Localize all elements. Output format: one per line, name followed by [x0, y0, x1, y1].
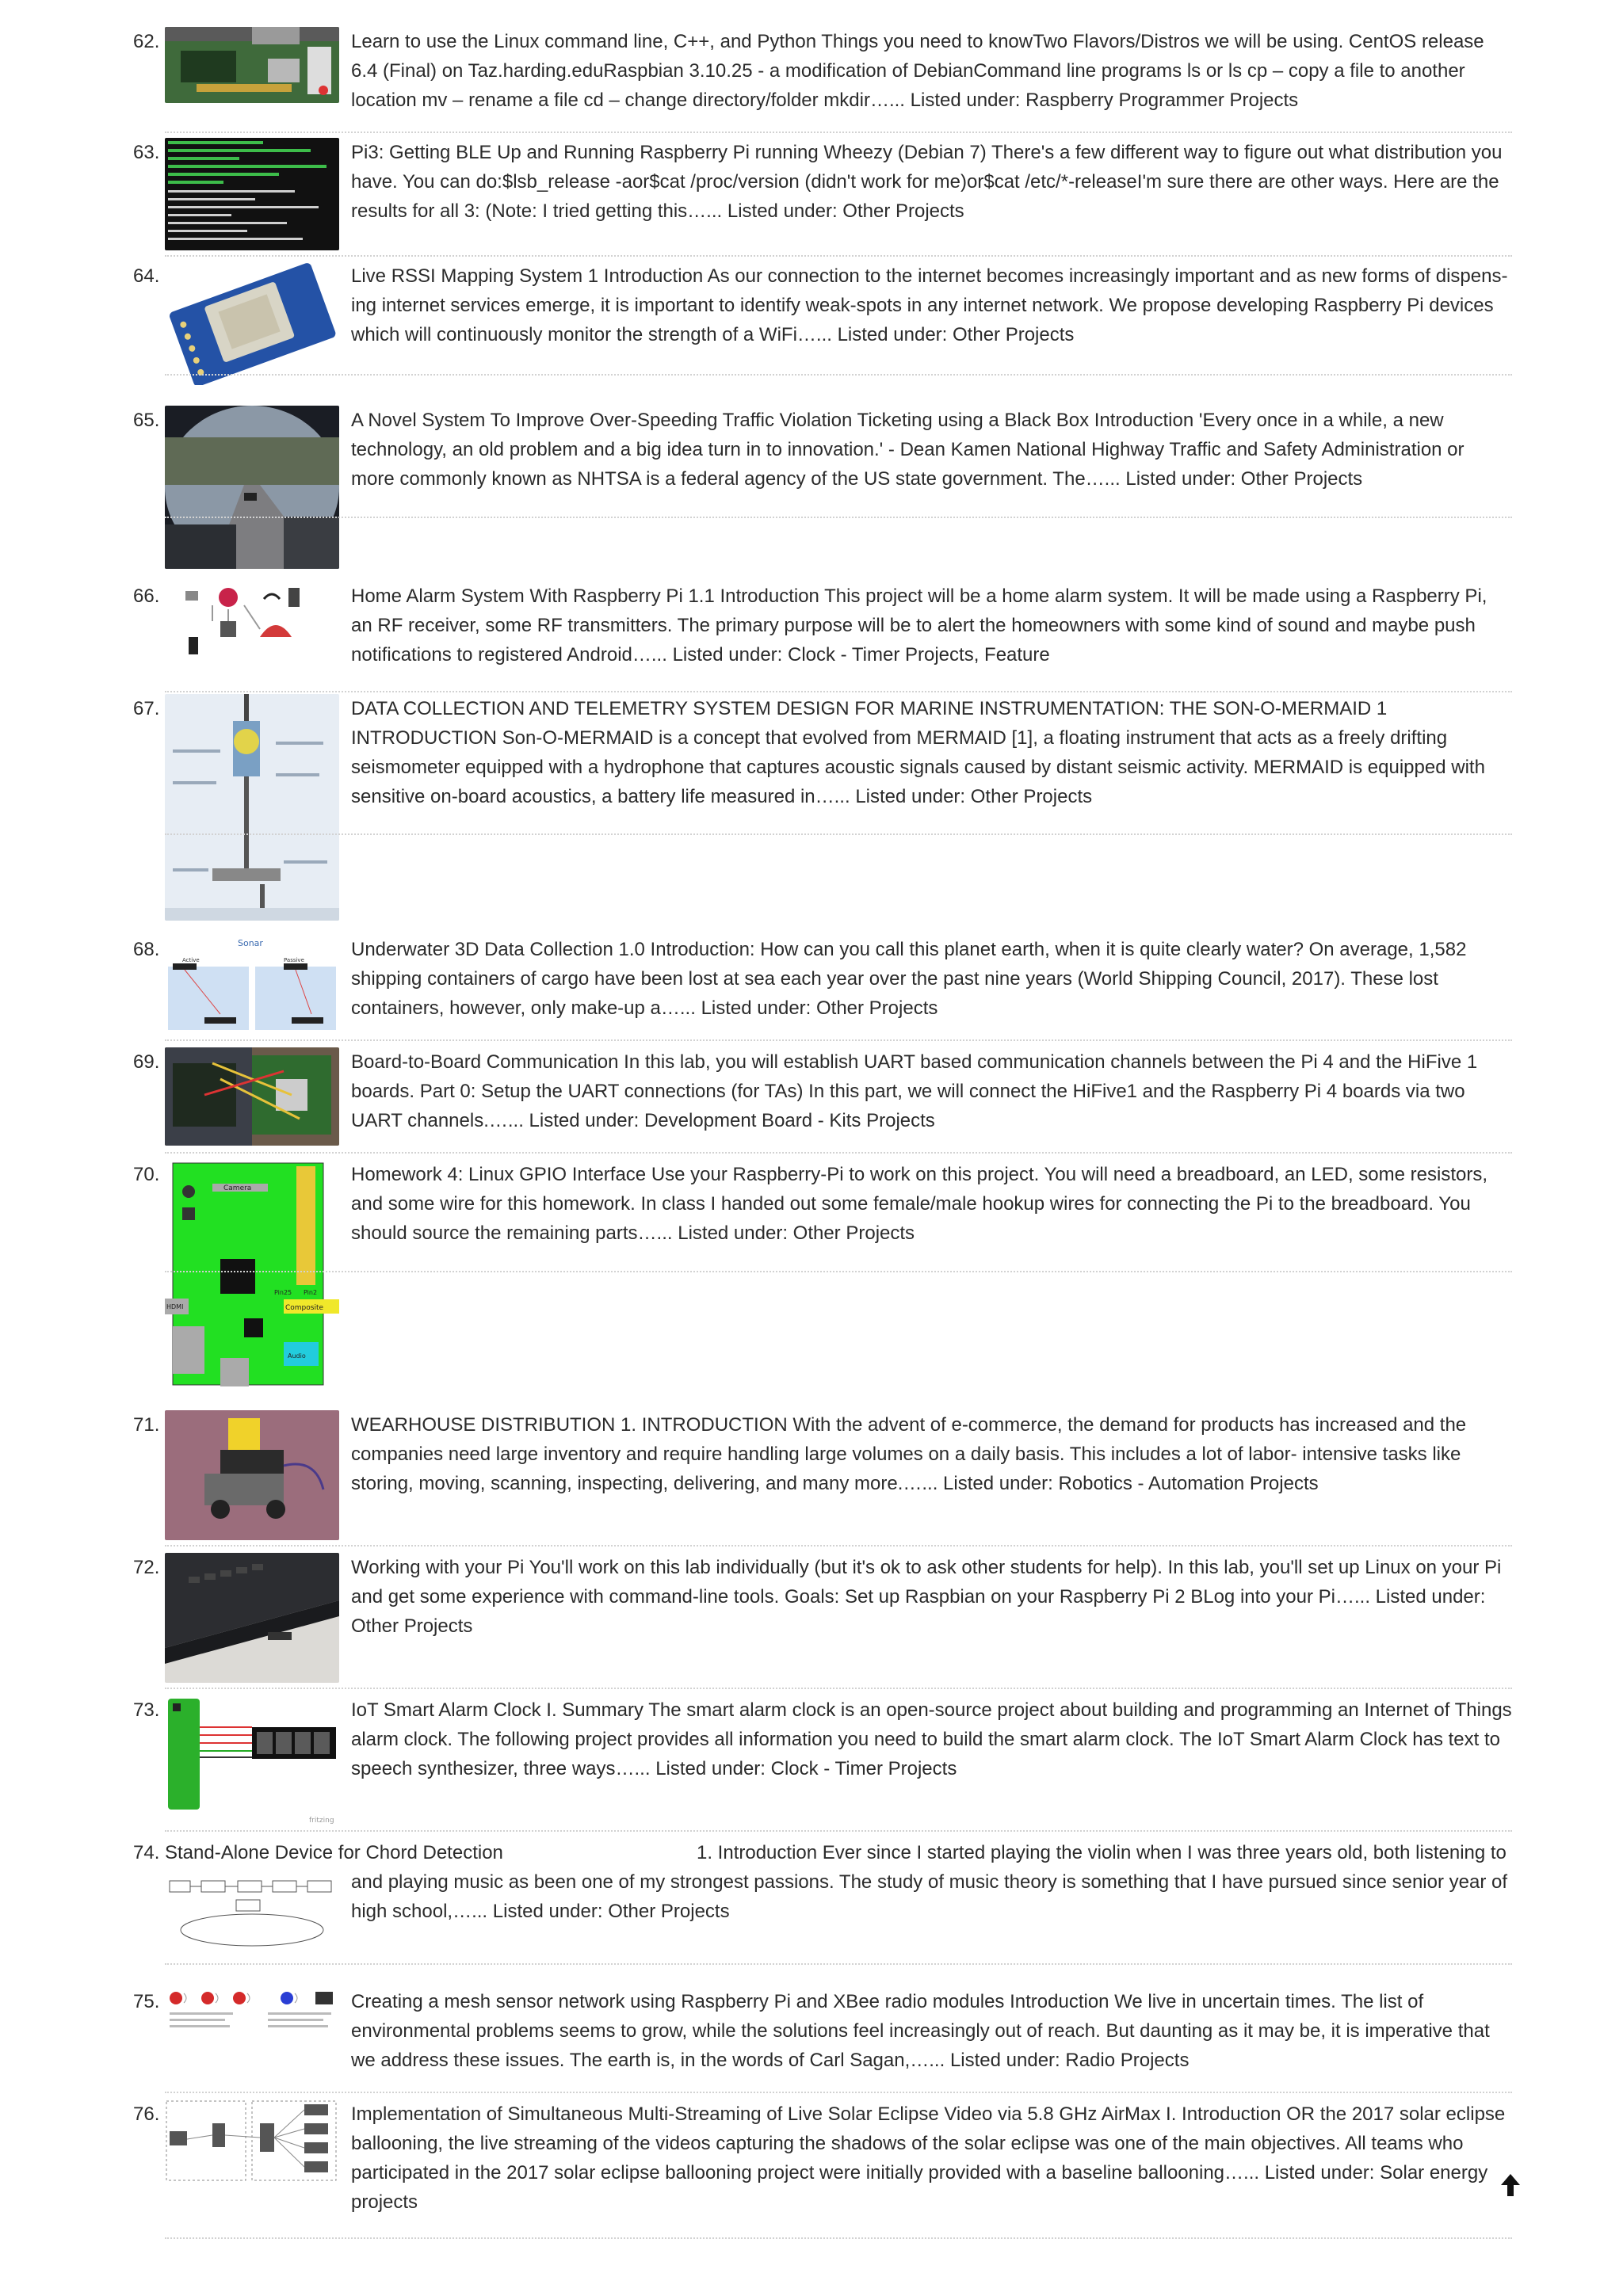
item-number: 68. — [133, 939, 160, 960]
item-link[interactable]: Creating a mesh sensor network using Raspberry Pi and XBee radio modules Introduction We live in uncertain times. The list of environmental problems seems to grow, while the solutions feel increasingly out of reach. But daunting as it may be, it is imperative that we address these issues. The earth is, in the words of Carl Sagan,…... — [351, 1991, 1490, 2071]
item-link[interactable]: 1. Introduction Ever since I started playing the violin when I was three years old, both listening to and playing music as been one of my strongest passions. The study of music theory is something that I have pursued since senior year of high school,…... — [351, 1842, 1508, 1922]
item-link[interactable]: Underwater 3D Data Collection 1.0 Introduction: How can you call this planet earth, when it is quite clearly water? On average, 1,582 shipping containers of cargo have been lost at sea each year over the past nine years (World Shipping Council, 2017). These lost containers, however, only make-up a…... — [351, 939, 1467, 1019]
divider — [165, 2092, 1512, 2093]
listed-under[interactable]: Listed under: Radio Projects — [949, 2050, 1190, 2071]
item-number: 70. — [133, 1164, 160, 1185]
item-number: 74. — [133, 1842, 160, 1863]
divider — [165, 2237, 1512, 2239]
item-number: 65. — [133, 410, 160, 431]
thumbnail-image[interactable] — [165, 694, 339, 921]
item-description — [351, 2100, 1512, 2217]
thumbnail-image[interactable] — [165, 406, 339, 569]
listed-under[interactable]: Listed under: Clock - Timer Projects, Feature — [672, 644, 1050, 666]
listed-under[interactable]: Listed under: Solar energy projects — [351, 2162, 1488, 2213]
listed-under[interactable]: Listed under: Other Projects — [855, 786, 1093, 807]
item-number: 63. — [133, 142, 160, 163]
thumbnail-image[interactable] — [165, 1160, 339, 1390]
thumbnail-image[interactable] — [165, 1553, 339, 1683]
item-description — [351, 406, 1512, 494]
divider — [165, 374, 1512, 376]
camera-label: Camera — [223, 1184, 252, 1192]
item-title[interactable]: Stand-Alone Device for Chord Detection — [165, 1842, 503, 1863]
item-description — [351, 1695, 1512, 1783]
thumbnail-image[interactable] — [165, 1987, 339, 2047]
composite-label: Composite — [285, 1304, 324, 1312]
thumbnail-image[interactable] — [165, 261, 339, 385]
item-description — [351, 1553, 1512, 1641]
item-description — [351, 1047, 1512, 1135]
item-link[interactable]: WEARHOUSE DISTRIBUTION 1. INTRODUCTION With the advent of e-commerce, the demand for products has increased and the companies need large inventory and require handling large volumes on a daily basis. This includes a lot of labor- intensive tasks like storing, moving, scanning, inspecting, delivering, and many more.…... — [351, 1414, 1467, 1494]
item-number: 66. — [133, 585, 160, 607]
item-description — [351, 694, 1512, 811]
listed-under[interactable]: Listed under: Other Projects — [1125, 468, 1363, 490]
divider — [165, 132, 1512, 133]
thumbnail-image[interactable] — [165, 138, 339, 250]
listed-under[interactable]: Listed under: Development Board - Kits Projects — [529, 1110, 935, 1131]
listed-under[interactable]: Listed under: Robotics - Automation Projects — [943, 1473, 1319, 1494]
listed-under[interactable]: Listed under: Clock - Timer Projects — [655, 1758, 957, 1779]
divider — [165, 1963, 1512, 1965]
thumbnail-image[interactable] — [165, 1875, 339, 1958]
item-number: 64. — [133, 265, 160, 287]
divider — [165, 1271, 1512, 1272]
thumbnail-image[interactable] — [165, 2100, 339, 2187]
sonar-label: Sonar — [238, 938, 263, 948]
item-description — [351, 1410, 1512, 1498]
item-link[interactable]: Homework 4: Linux GPIO Interface Use your Raspberry-Pi to work on this project. You will need a breadboard, an LED, some resistors, and some wire for this homework. In class I handed out some female/male hookup wires for connecting the Pi to the breadboard. You should source the remaining parts…... — [351, 1164, 1487, 1244]
item-description — [351, 261, 1512, 349]
listed-under[interactable]: Listed under: Other Projects — [727, 200, 964, 222]
item-link[interactable]: Home Alarm System With Raspberry Pi 1.1 Introduction This project will be a home alarm system. It will be made using a Raspberry Pi, an RF receiver, some RF transmitters. The primary purpose will be to alert the homeowners with some kind of sound and maybe push notifications to registered Android…... — [351, 585, 1487, 666]
item-description — [351, 1160, 1512, 1248]
item-link[interactable]: Learn to use the Linux command line, C++, and Python Things you need to knowTwo Flavors/Distros we will be using. CentOS release 6.4 (Final) on Taz.harding.eduRaspbian 3.10.25 - a modification of DebianCommand line programs ls or ls cp – copy a file to another location mv – rename a file cd – change directory/folder mkdir…... — [351, 31, 1484, 111]
back-to-top-button[interactable] — [1499, 2172, 1522, 2199]
divider — [165, 255, 1512, 257]
item-number: 76. — [133, 2103, 160, 2125]
listed-under[interactable]: Listed under: Other Projects — [837, 324, 1075, 345]
divider — [165, 1039, 1512, 1041]
divider — [165, 691, 1512, 692]
thumbnail-image[interactable] — [165, 935, 339, 1032]
item-link[interactable]: Working with your Pi You'll work on this lab individually (but it's ok to ask other students for help). In this lab, you'll set up Linux on your Pi and get some experience with command-line tools. Goals: Set up Raspbian on your Raspberry Pi 2 BLog into your Pi…... — [351, 1557, 1502, 1608]
item-link[interactable]: A Novel System To Improve Over-Speeding Traffic Violation Ticketing using a Black Box Introduction 'Every once in a while, a new technology, an old problem and a big idea turn in to innovation.' - Dean Kamen National Highway Traffic and Safety Administration or more commonly known as NHTSA is a federal agency of the US state government. The…... — [351, 410, 1465, 490]
divider — [165, 1830, 1512, 1832]
thumbnail-image[interactable] — [165, 1695, 339, 1825]
item-number: 71. — [133, 1414, 160, 1436]
item-description — [351, 1838, 1512, 1926]
listed-under[interactable]: Listed under: Other Projects — [492, 1901, 730, 1922]
item-description — [351, 1987, 1512, 2075]
active-label: Active — [182, 957, 200, 963]
item-number: 72. — [133, 1557, 160, 1578]
item-number: 75. — [133, 1991, 160, 2012]
item-link[interactable]: Live RSSI Mapping System 1 Introduction As our connection to the internet becomes increasingly important and as new forms of dispens- ing internet services emerge, it is important to identify weak-spots in any internet network. We propose developing Raspberry Pi devices which will continuously monitor the strength of a WiFi…... — [351, 265, 1508, 345]
listed-under[interactable]: Listed under: Other Projects — [701, 997, 938, 1019]
divider — [165, 833, 1512, 835]
thumbnail-image[interactable] — [165, 1410, 339, 1540]
item-number: 62. — [133, 31, 160, 52]
item-description — [351, 582, 1512, 669]
listed-under[interactable]: Listed under: Raspberry Programmer Projects — [910, 90, 1299, 111]
item-link[interactable]: Pi3: Getting BLE Up and Running Raspberry Pi running Wheezy (Debian 7) There's a few different way to figure out what distribution you have. You can do:$lsb_release -aor$cat /proc/version (didn't work for me)or$cat /etc/*-releaseI'm sure there are other ways. Here are the results for all 3: (Note: I tried getting this…... — [351, 142, 1503, 222]
item-description — [351, 27, 1512, 115]
pin2-label: Pin2 — [304, 1289, 318, 1296]
pin25-label: Pin25 — [274, 1289, 292, 1296]
ip-label: IP — [265, 642, 272, 650]
passive-label: Passive — [284, 957, 304, 963]
item-link[interactable]: Board-to-Board Communication In this lab, you will establish UART based communication channels between the Pi 4 and the HiFive 1 boards. Part 0: Setup the UART connections (for TAs) In this part, we will connect the HiFive1 and the Raspberry Pi 4 boards via two UART channels.…... — [351, 1051, 1478, 1131]
divider — [165, 1688, 1512, 1689]
item-description — [351, 935, 1512, 1023]
item-description — [351, 138, 1512, 226]
divider — [165, 517, 1512, 518]
thumbnail-image[interactable] — [165, 27, 339, 103]
fritzing-label: fritzing — [309, 1817, 334, 1825]
hdmi-label: HDMI — [166, 1303, 184, 1310]
item-number: 69. — [133, 1051, 160, 1073]
item-number: 67. — [133, 698, 160, 719]
item-link[interactable]: DATA COLLECTION AND TELEMETRY SYSTEM DESIGN FOR MARINE INSTRUMENTATION: THE SON-O-MERMAID 1 INTRODUCTION Son-O-MERMAID is a concept that evolved from MERMAID [1], a floating instrument that acts as a freely drifting seismometer equipped with a hydrophone that captures acoustic signals caused by distant seismic activity. MERMAID is equipped with sensitive on-board acoustics, a battery life measured in…... — [351, 698, 1485, 807]
thumbnail-image[interactable] — [165, 582, 339, 661]
thumbnail-image[interactable] — [165, 1047, 339, 1146]
item-link[interactable]: Implementation of Simultaneous Multi-Streaming of Live Solar Eclipse Video via 5.8 GHz AirMax I. Introduction OR the 2017 solar eclipse ballooning, the live streaming of the videos capturing the shadows of the solar eclipse was one of the main objectives. All teams who participated in the 2017 solar eclipse ballooning project were initially provided with a baseline ballooning…... — [351, 2103, 1506, 2183]
item-number: 73. — [133, 1699, 160, 1721]
divider — [165, 1545, 1512, 1547]
divider — [165, 1152, 1512, 1154]
listed-under[interactable]: Listed under: Other Projects — [351, 1586, 1486, 1637]
listed-under[interactable]: Listed under: Other Projects — [678, 1222, 915, 1244]
audio-label: Audio — [288, 1352, 306, 1360]
arrow-up-icon — [1499, 2172, 1522, 2199]
item-link[interactable]: IoT Smart Alarm Clock I. Summary The smart alarm clock is an open-source project about building and programming an Internet of Things alarm clock. The following project provides all information you need to build the smart alarm clock. The IoT Smart Alarm Clock has text to speech synthesizer, three ways…... — [351, 1699, 1512, 1779]
